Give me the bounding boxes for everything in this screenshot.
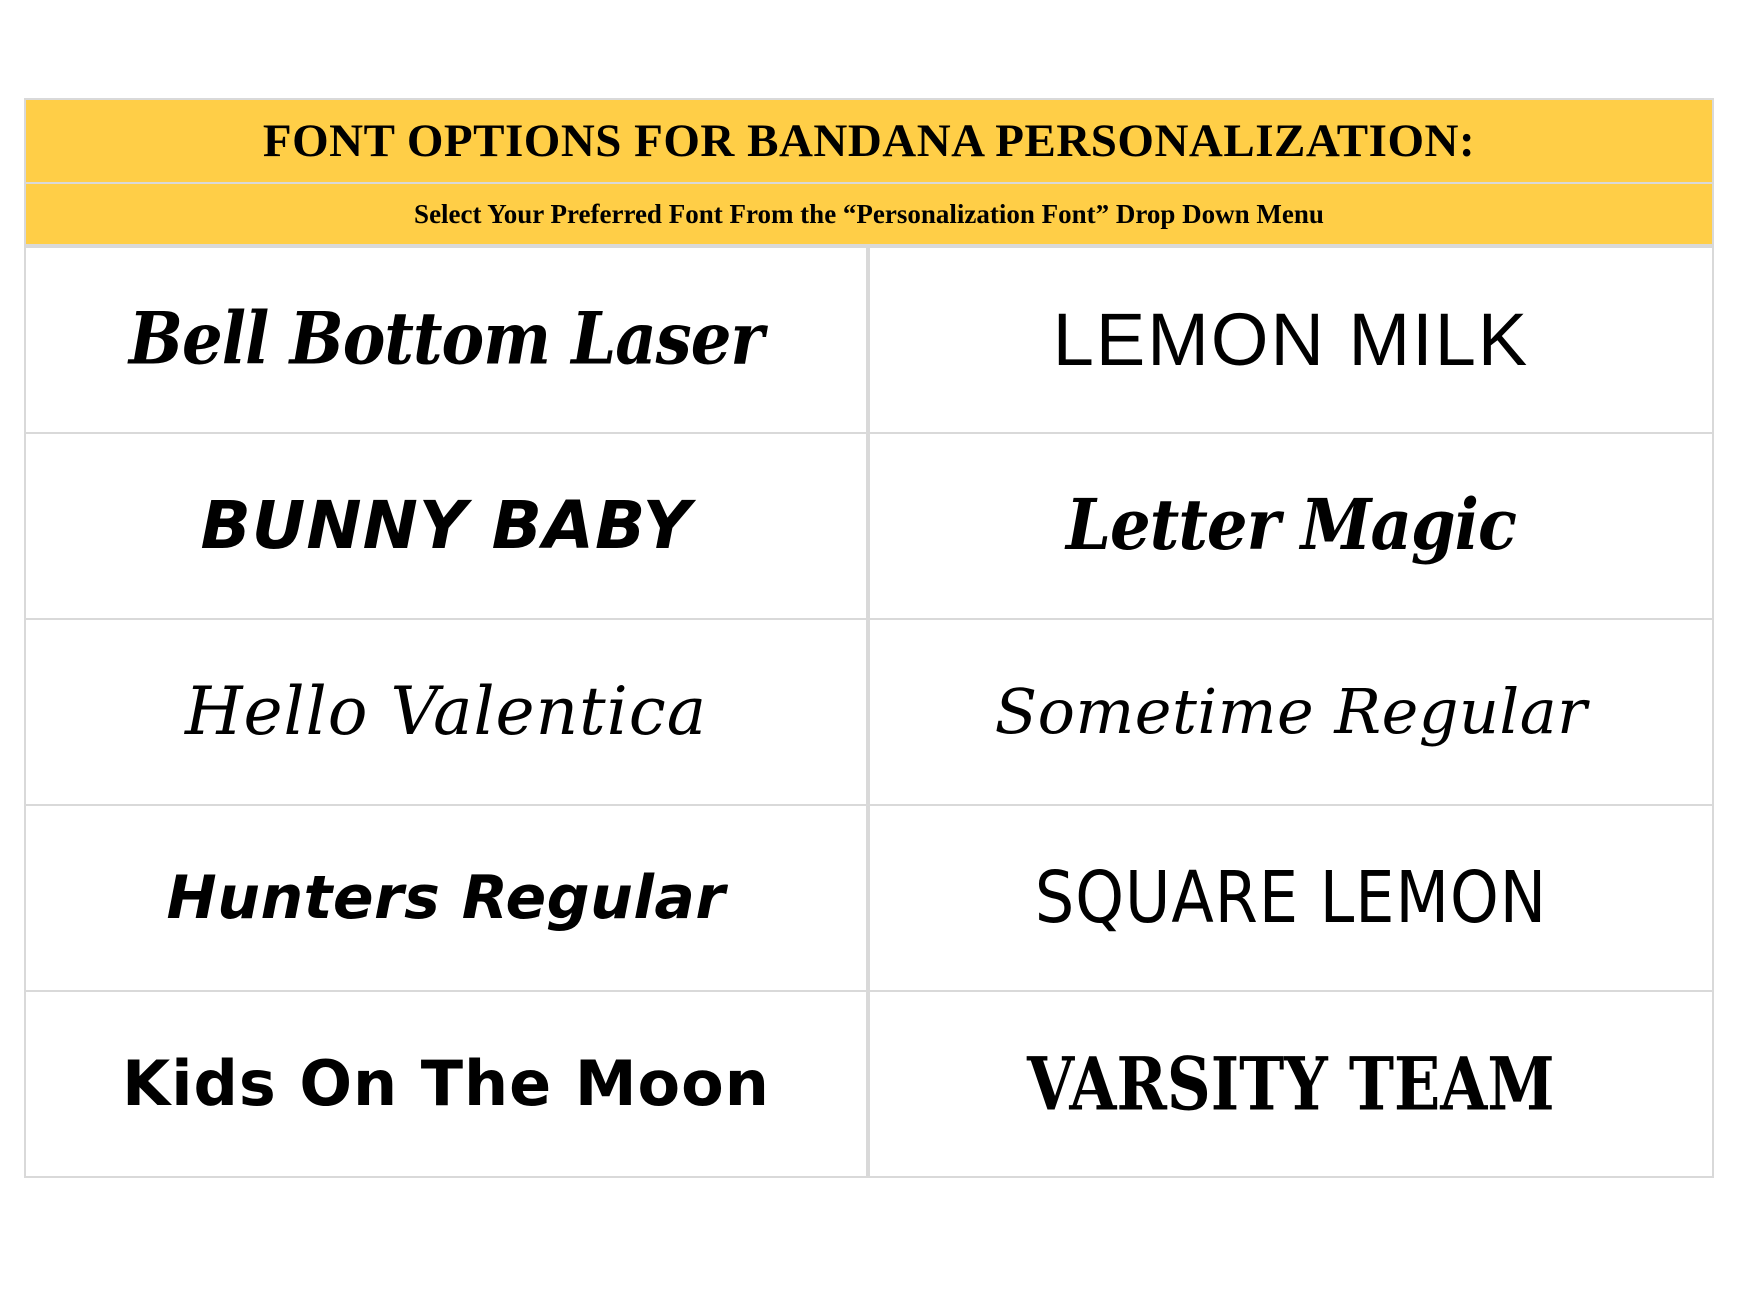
header-subtitle-bar bbox=[24, 184, 1714, 246]
font-sample-label: Hello Valentica bbox=[184, 673, 708, 750]
font-sample-cell-bunny-baby[interactable] bbox=[26, 434, 870, 620]
font-sample-label: BUNNY BABY bbox=[200, 487, 692, 564]
page-title: FONT OPTIONS FOR BANDANA PERSONALIZATION: bbox=[262, 115, 1476, 167]
font-sample-cell-hunters-regular[interactable] bbox=[26, 806, 870, 992]
header-title-bar bbox=[24, 98, 1714, 184]
font-sample-label: Sometime Regular bbox=[994, 675, 1588, 748]
font-sample-cell-bell-bottom-laser[interactable] bbox=[26, 248, 870, 434]
page-subtitle: Select Your Preferred Font From the “Personalization Font” Drop Down Menu bbox=[414, 198, 1324, 229]
font-sample-cell-lemon-milk[interactable] bbox=[870, 248, 1714, 434]
font-sample-label: Bell Bottom Laser bbox=[128, 297, 764, 382]
font-sample-cell-letter-magic[interactable] bbox=[870, 434, 1714, 620]
font-sample-cell-square-lemon[interactable] bbox=[870, 806, 1714, 992]
font-sample-label: Kids On The Moon bbox=[122, 1047, 770, 1120]
font-sample-cell-varsity-team[interactable] bbox=[870, 992, 1714, 1178]
font-sample-cell-kids-on-the-moon[interactable] bbox=[26, 992, 870, 1178]
font-sample-grid bbox=[24, 246, 1714, 1178]
font-sample-label: SQUARE LEMON bbox=[1034, 855, 1548, 940]
font-sample-label: Letter Magic bbox=[1066, 484, 1516, 567]
font-sample-label: Hunters Regular bbox=[166, 863, 726, 933]
font-sample-label: LEMON MILK bbox=[1052, 298, 1530, 381]
font-sample-cell-hello-valentica[interactable] bbox=[26, 620, 870, 806]
font-options-sheet bbox=[24, 98, 1714, 1178]
font-sample-label: VARSITY TEAM bbox=[1027, 1041, 1555, 1127]
font-sample-cell-sometime-regular[interactable] bbox=[870, 620, 1714, 806]
